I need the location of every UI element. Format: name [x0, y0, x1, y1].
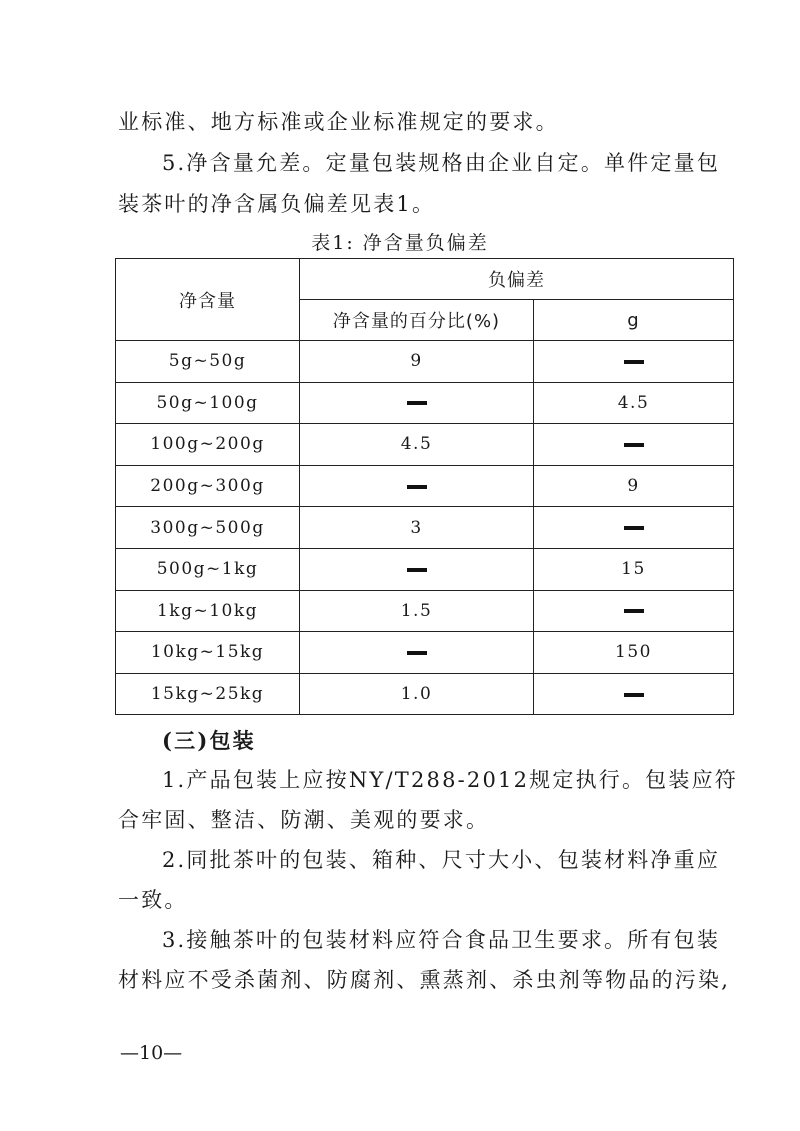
grams-cell: 15: [534, 548, 734, 590]
grams-cell: 150: [534, 632, 734, 674]
grams-cell: 4.5: [534, 382, 734, 424]
grams-cell: [534, 341, 734, 383]
table-row: [116, 382, 734, 424]
dash-mark: [624, 693, 644, 697]
percentage-cell: [300, 632, 534, 674]
table-row: [116, 424, 734, 466]
percentage-cell: [300, 548, 534, 590]
paragraph-line: 装茶叶的净含属负偏差见表1。: [118, 192, 436, 216]
net-content-table: [115, 258, 734, 715]
grams-cell: 9: [534, 465, 734, 507]
table-row: [116, 341, 734, 383]
paragraph-line: 材料应不受杀菌剂、防腐剂、熏蒸剂、杀虫剂等物品的污染,: [118, 968, 731, 992]
paragraph-line: 3.接触茶叶的包装材料应符合食品卫生要求。所有包装: [162, 928, 721, 952]
paragraph-line: 业标准、地方标准或企业标准规定的要求。: [118, 110, 559, 134]
section-title: (三)包装: [162, 728, 256, 753]
header-grams: g: [534, 300, 734, 341]
grams-cell: [534, 590, 734, 632]
percentage-cell: 9: [300, 341, 534, 383]
paragraph-line: 合牢固、整洁、防潮、美观的要求。: [118, 808, 490, 832]
range-cell: 200g~300g: [116, 465, 300, 507]
table-row: [116, 507, 734, 549]
paragraph-line: 1.产品包装上应按NY/T288-2012规定执行。包装应符: [162, 768, 738, 792]
paragraph-line: 5.净含量允差。定量包装规格由企业自定。单件定量包: [162, 151, 721, 175]
range-cell: 10kg~15kg: [116, 632, 300, 674]
percentage-cell: 4.5: [300, 424, 534, 466]
header-negative-deviation: 负偏差: [300, 259, 734, 300]
dash-mark: [407, 651, 427, 655]
range-cell: 1kg~10kg: [116, 590, 300, 632]
table-caption: 表1: 净含量负偏差: [311, 232, 489, 254]
page-number: —10—: [120, 1042, 183, 1064]
dash-mark: [624, 609, 644, 613]
table-row: [116, 465, 734, 507]
range-cell: 50g~100g: [116, 382, 300, 424]
percentage-cell: [300, 465, 534, 507]
range-cell: 500g~1kg: [116, 548, 300, 590]
grams-cell: [534, 507, 734, 549]
paragraph-line: 2.同批茶叶的包装、箱种、尺寸大小、包装材料净重应: [162, 848, 721, 872]
dash-mark: [624, 526, 644, 530]
percentage-cell: [300, 382, 534, 424]
percentage-cell: 3: [300, 507, 534, 549]
dash-mark: [407, 401, 427, 405]
range-cell: 5g~50g: [116, 341, 300, 383]
dash-mark: [624, 360, 644, 364]
table-row: [116, 590, 734, 632]
percentage-cell: 1.0: [300, 673, 534, 715]
dash-mark: [407, 568, 427, 572]
header-percentage: 净含量的百分比(%): [300, 300, 534, 341]
percentage-cell: 1.5: [300, 590, 534, 632]
grams-cell: [534, 673, 734, 715]
table-row: [116, 673, 734, 715]
table-row: [116, 632, 734, 674]
range-cell: 300g~500g: [116, 507, 300, 549]
paragraph-line: 一致。: [118, 888, 188, 912]
table-row: [116, 548, 734, 590]
range-cell: 100g~200g: [116, 424, 300, 466]
grams-cell: [534, 424, 734, 466]
header-net-content: 净含量: [116, 259, 300, 341]
dash-mark: [407, 485, 427, 489]
range-cell: 15kg~25kg: [116, 673, 300, 715]
dash-mark: [624, 443, 644, 447]
